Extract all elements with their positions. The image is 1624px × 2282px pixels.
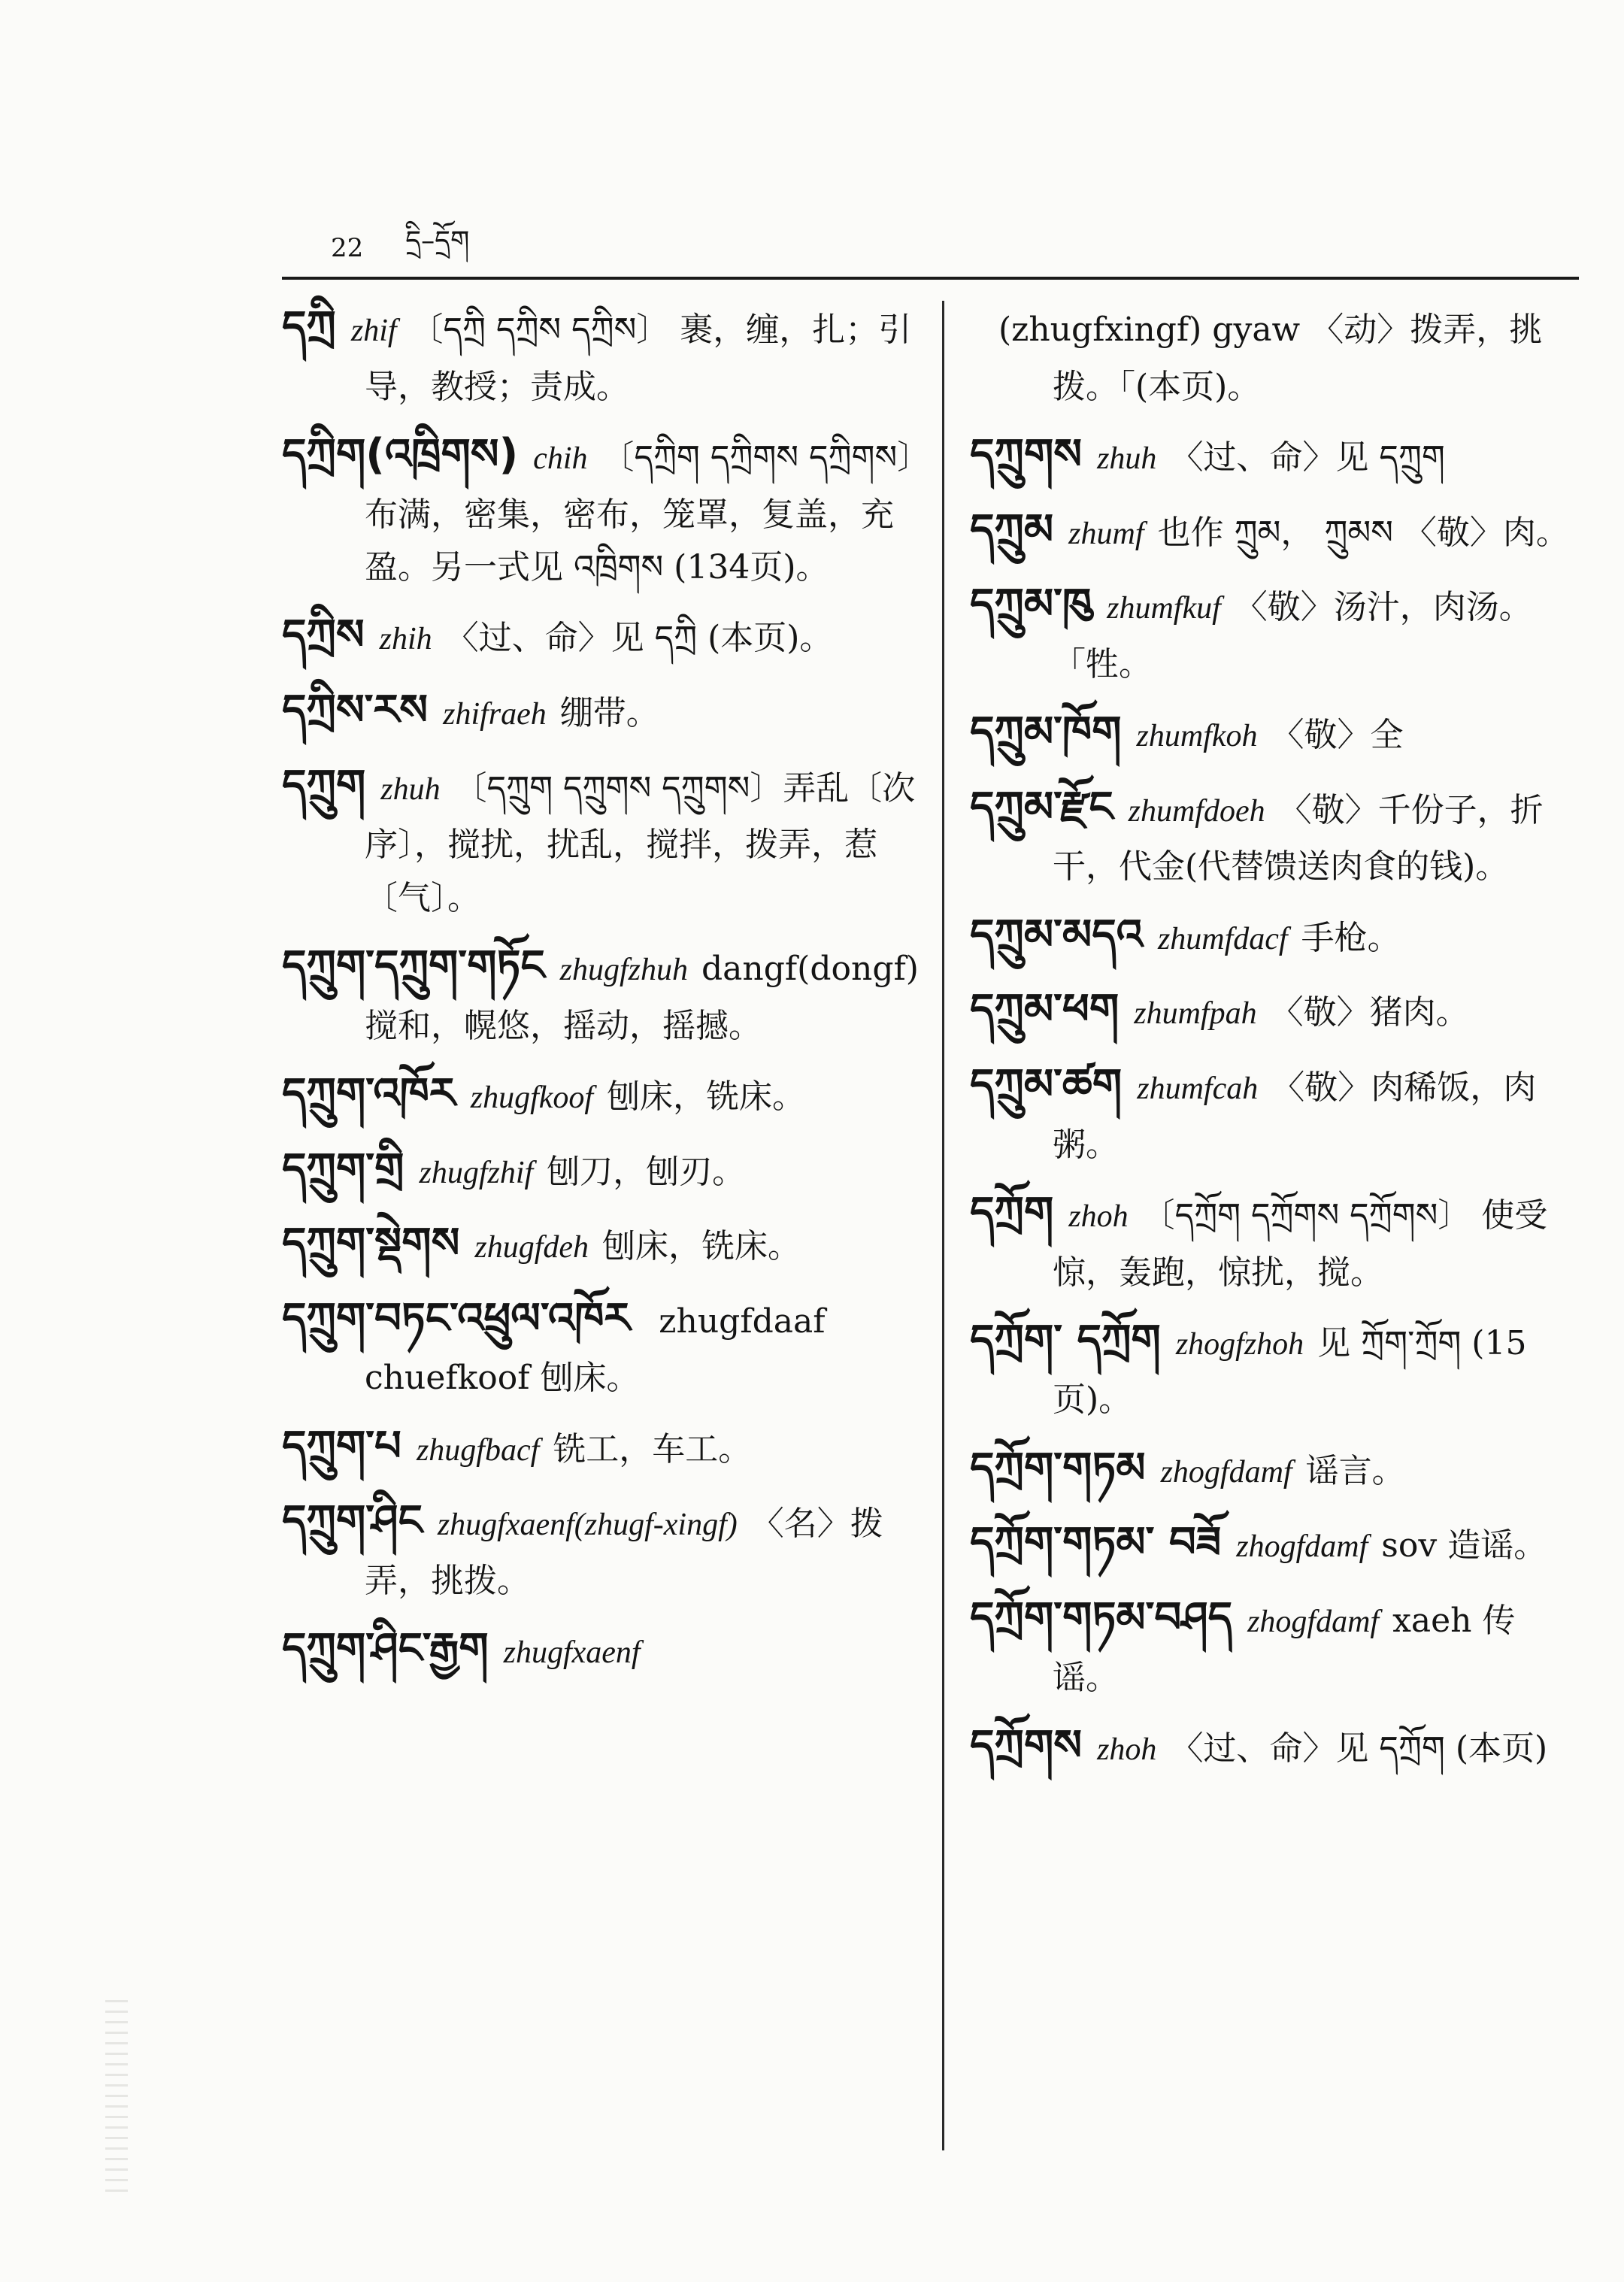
entry-definition: 〈敬〉肉稀饭，肉粥。	[1053, 1068, 1537, 1164]
dictionary-entry	[970, 1179, 1579, 1299]
page-number: 22	[331, 233, 364, 263]
dictionary-entry	[282, 1135, 921, 1203]
entry-headword: དཀྲུག་ཤིང	[282, 1496, 423, 1546]
entry-romanization: zhugfxaenf(zhugf-xingf)	[437, 1508, 738, 1543]
entry-headword: དཀྲི	[282, 302, 336, 351]
header-rule	[282, 277, 1579, 280]
entry-romanization: zhif	[350, 314, 397, 348]
entry-headword: དཀྲོག་ དཀྲོག	[970, 1315, 1161, 1365]
dictionary-entry	[970, 293, 1579, 414]
dictionary-entry	[282, 1210, 921, 1277]
entry-romanization: zhoh	[1068, 1199, 1129, 1234]
entry-definition: 见 ཀྲོག་ཀྲོག (15页)。	[1053, 1323, 1527, 1420]
entry-headword: དཀྲིས	[282, 611, 365, 660]
entry-definition: dangf(dongf) 搅和，幌悠，摇动，摇撼。	[365, 949, 919, 1045]
entry-romanization: zhogfdamf	[1160, 1454, 1292, 1490]
dictionary-entry	[970, 571, 1579, 691]
entry-definition: 刨床，铣床。	[602, 1227, 801, 1266]
dictionary-entry	[970, 421, 1579, 489]
dictionary-entry	[970, 496, 1579, 564]
entry-definition: sov 造谣。	[1381, 1526, 1547, 1565]
dictionary-entry	[970, 1435, 1579, 1502]
entry-definition: 〈敬〉全	[1271, 716, 1404, 755]
column-divider	[942, 301, 944, 2150]
entry-definition: 〈过、命〉见 དཀྲུག	[1170, 438, 1445, 477]
dictionary-entry	[970, 1509, 1579, 1577]
entry-definition: 〔དཀྲིག དཀྲིགས དཀྲིགས〕布满，密集，密布，笼罩，复盖，充盈。另一式见 འཁྲིགས (134页)。	[365, 438, 914, 586]
entry-romanization: zhoh	[1097, 1732, 1157, 1768]
entry-headword: དཀྲུམ་ཁོག	[970, 708, 1122, 757]
right-column	[970, 293, 1579, 1787]
running-head: དྲི–དྲོག	[405, 226, 470, 256]
entry-headword: དཀྲུམ་མདའ	[970, 910, 1143, 959]
entry-headword: དཀྲོགས	[970, 1721, 1083, 1771]
entry-headword: དཀྲོག་གཏམ	[970, 1443, 1146, 1493]
entry-romanization: zhumfkuf	[1107, 591, 1221, 626]
entry-romanization: zhugfxaenf	[503, 1635, 641, 1671]
entry-definition: 〈敬〉千份子，折干，代金(代替馈送肉食的钱)。	[1053, 790, 1544, 886]
entry-romanization: zhumfdoeh	[1128, 793, 1265, 829]
dictionary-entry	[282, 932, 921, 1053]
entry-definition: 也作 ཀྲུམ， ཀྲུམས 〈敬〉肉。	[1157, 513, 1569, 552]
entry-definition: zhugfdaaf chuefkoof 刨床。	[365, 1302, 826, 1398]
entry-definition: 〔དཀྲུག དཀྲུགས དཀྲུགས〕弄乱〔次序〕，搅扰，扰乱，搅拌，拨弄，惹〔气〕。	[365, 768, 916, 917]
dictionary-entry	[970, 1307, 1579, 1427]
entry-definition: (zhugfxingf) gyaw 〈动〉拨弄，挑拨。「(本页)。	[998, 311, 1543, 406]
entry-headword: དཀྲུག་བཏང་འཕྲུལ་འཁོར	[282, 1293, 631, 1343]
entry-definition: 刨床，铣床。	[607, 1077, 806, 1116]
entry-romanization: zhumfkoh	[1136, 719, 1258, 754]
entry-headword: དཀྲུམ་ཕག	[970, 985, 1120, 1035]
entry-headword: དཀྲུག་གྲི	[282, 1144, 404, 1193]
entry-headword: དཀྲིས་རས	[282, 685, 429, 735]
entry-headword: དཀྲོག་གཏམ་ བཟོ	[970, 1518, 1222, 1568]
entry-headword: དཀྲུམ	[970, 505, 1054, 554]
dictionary-entry	[970, 1712, 1579, 1780]
entry-headword: དཀྲུག་ཤིང་རྒྱག	[282, 1624, 489, 1674]
dictionary-entry	[282, 421, 921, 594]
entry-definition: 铣工，车工。	[553, 1429, 752, 1468]
page-header	[331, 226, 469, 271]
entry-headword: དཀྲུམ་རྫོང	[970, 782, 1113, 832]
entry-romanization: zhumfcah	[1137, 1071, 1259, 1106]
entry-definition: 〔དཀྲི དཀྲིས དཀྲིས〕 裹，缠，扎；引导，教授；责成。	[365, 311, 912, 406]
dictionary-entry	[970, 902, 1579, 969]
entry-headword: དཀྲོག་གཏམ་བཤད	[970, 1593, 1233, 1643]
left-column	[282, 293, 921, 1690]
entry-definition: 谣言。	[1305, 1451, 1405, 1490]
entry-definition: xaeh 传谣。	[1053, 1602, 1516, 1697]
entry-romanization: zhugfdeh	[474, 1230, 589, 1265]
entry-romanization: zhumf	[1068, 516, 1144, 551]
entry-definition: 绷带。	[559, 693, 659, 732]
dictionary-entry	[970, 1051, 1579, 1171]
entry-definition: 刨刀，刨刃。	[547, 1152, 746, 1191]
entry-romanization: zhugfzhif	[419, 1155, 534, 1190]
entry-romanization: zhuh	[380, 771, 441, 807]
scan-artifact	[105, 2000, 128, 2196]
entry-romanization: zhugfzhuh	[559, 952, 688, 987]
dictionary-entry	[282, 1615, 921, 1683]
entry-romanization: chih	[533, 441, 588, 476]
entry-headword: དཀྲུག་འཁོར	[282, 1068, 456, 1118]
entry-headword: དཀྲུག	[282, 760, 366, 810]
dictionary-entry	[282, 1060, 921, 1128]
dictionary-entry	[970, 699, 1579, 766]
entry-romanization: zhogfzhoh	[1175, 1326, 1304, 1362]
entry-romanization: zhogfdamf	[1247, 1605, 1380, 1640]
entry-headword: དཀྲུམ་ཁུ	[970, 580, 1092, 629]
entry-romanization: zhugfkoof	[470, 1080, 594, 1115]
entry-definition: 〈过、命〉见 དཀྲོག (本页)	[1170, 1729, 1548, 1768]
entry-romanization: zhih	[379, 622, 432, 657]
dictionary-entry	[282, 293, 921, 414]
entry-definition: 〈敬〉汤汁，肉汤。 「牲。	[1053, 588, 1532, 683]
dictionary-entry	[970, 1584, 1579, 1705]
dictionary-entry	[282, 602, 921, 669]
entry-definition: 〈敬〉猪肉。	[1270, 993, 1469, 1032]
entry-headword: དཀྲུག་སྡེགས	[282, 1219, 460, 1268]
entry-romanization: zhuh	[1097, 441, 1157, 476]
dictionary-entry	[282, 1285, 921, 1405]
entry-romanization: zhogfdamf	[1236, 1529, 1368, 1565]
entry-romanization: zhumfpah	[1134, 996, 1257, 1032]
dictionary-entry	[282, 752, 921, 925]
dictionary-entry	[282, 677, 921, 744]
dictionary-entry	[282, 1487, 921, 1608]
entry-romanization: zhumfdacf	[1157, 921, 1288, 956]
entry-headword: དཀྲུག་དཀྲུག་གཏོང	[282, 941, 545, 990]
entry-definition: 〈过、命〉见 དཀྲི (本页)。	[445, 619, 833, 658]
entry-definition: 〔དཀྲོག དཀྲོགས དཀྲོགས〕 使受惊，轰跑，惊扰，搅。	[1053, 1196, 1548, 1292]
entry-romanization: zhifraeh	[443, 696, 547, 732]
entry-definition: 〈名〉拨弄，挑拨。	[365, 1505, 883, 1600]
entry-headword: དཀྲོག	[970, 1187, 1054, 1237]
entry-headword: དཀྲུག་པ	[282, 1421, 401, 1471]
entry-definition: 手枪。	[1301, 918, 1401, 957]
entry-romanization: zhugfbacf	[416, 1432, 540, 1468]
entry-headword: དཀྲུགས	[970, 429, 1083, 479]
entry-headword: དཀྲུམ་ཚག	[970, 1059, 1123, 1109]
dictionary-entry	[282, 1413, 921, 1480]
dictionary-entry	[970, 976, 1579, 1044]
dictionary-entry	[970, 774, 1579, 894]
entry-headword: དཀྲིག(འཁྲིགས)	[282, 429, 519, 479]
